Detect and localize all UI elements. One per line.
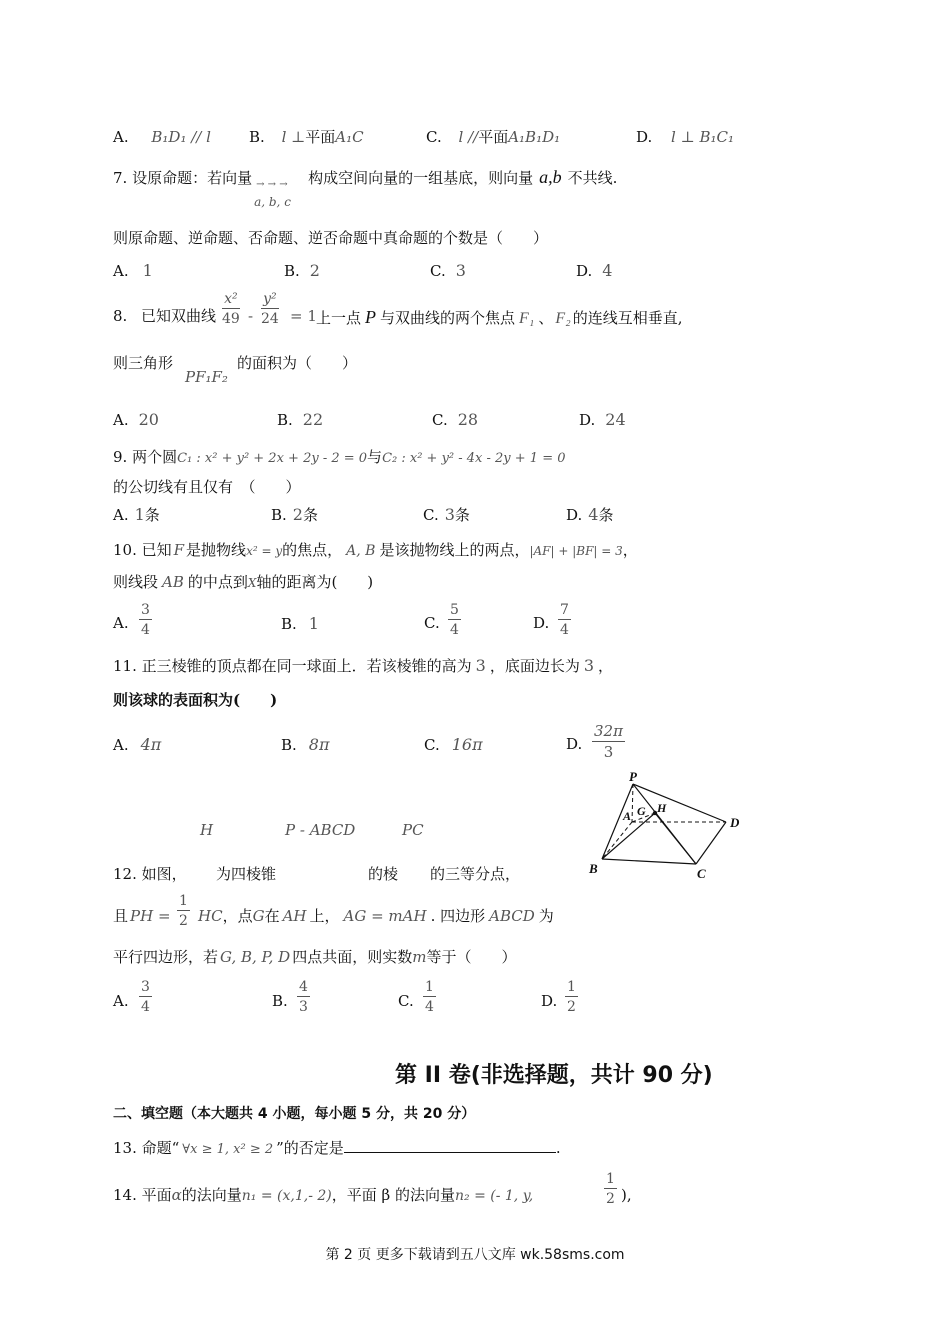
math-expr: A, B [346, 543, 376, 559]
option-label: D. [566, 506, 583, 524]
page-footer: 第 2 页 更多下载请到五八文库 wk.58sms.com [325, 1247, 625, 1263]
math-expr: B₁D₁ // l [151, 128, 211, 146]
q11-line2: 则该球的表面积为( ) [113, 691, 278, 709]
option-value: 16π [451, 735, 483, 754]
math-expr: 3 [475, 656, 486, 675]
option-label: D. [579, 411, 596, 429]
label-d: D [730, 815, 740, 830]
q12-option-d-fraction [565, 980, 578, 1014]
text: 是该抛物线上的两点， [379, 541, 530, 559]
denominator: 4 [448, 619, 461, 637]
q8-triangle: PF₁F₂ [185, 368, 228, 386]
option-value: 1 [308, 614, 319, 633]
math-expr: F [173, 541, 185, 559]
math-expr: x² = y [246, 544, 283, 558]
q8-fraction-1 [222, 292, 240, 326]
math-expr: a, b, c [254, 195, 291, 209]
math-expr: α [171, 1186, 182, 1204]
q10-option-b [281, 614, 319, 633]
q10-option-d-fraction [558, 603, 571, 637]
answer-blank[interactable] [344, 1138, 556, 1153]
q10-option-a-fraction [139, 603, 152, 637]
text: 轴的距离为( ) [256, 573, 374, 591]
q7-option-a [113, 261, 153, 280]
numerator: 5 [450, 602, 459, 618]
numerator: y² [263, 291, 277, 307]
q12-option-c-fraction [423, 980, 436, 1014]
q12-math-h: H [200, 821, 214, 839]
numerator: 3 [141, 602, 150, 618]
option-value: 1 [134, 505, 145, 524]
math-expr: 3 [583, 656, 595, 675]
q9-option-b [271, 505, 318, 524]
q11-line1 [113, 656, 613, 675]
q6-option-a [113, 128, 211, 146]
q12-option-b-fraction [297, 980, 310, 1014]
option-label: A. [113, 262, 129, 280]
edge-pa [632, 784, 633, 822]
denominator: 4 [139, 619, 152, 637]
option-label: B. [271, 506, 287, 524]
text: 13. 命题“ [113, 1139, 180, 1157]
q12-half-fraction [177, 894, 190, 928]
q7-line1 [113, 167, 618, 209]
option-label: B. [284, 262, 300, 280]
text: ，底面边长为 [489, 657, 580, 675]
text: 的法向量 [181, 1186, 242, 1204]
math-expr: a,b [539, 167, 562, 187]
q12-line1-a: 12. 如图， [113, 865, 187, 883]
text: ”的否定是 [276, 1139, 344, 1157]
option-value: 4π [140, 735, 162, 754]
text: 平行四边形，若 [113, 948, 219, 966]
math-expr: A₁C [335, 128, 364, 146]
q8-line2-b: 的面积为（ ） [237, 354, 358, 372]
denominator: 3 [592, 741, 625, 760]
text: . 四边形 [430, 907, 486, 925]
q14-close: ), [621, 1186, 632, 1204]
q9-option-c [423, 505, 470, 524]
option-value: 4 [588, 505, 599, 524]
text: ， [622, 541, 638, 559]
math-expr: AG = mAH [343, 907, 427, 925]
math-expr: F₁ [519, 310, 535, 327]
unit: 条 [598, 506, 614, 524]
q6-option-b [249, 128, 364, 146]
text: . [555, 1139, 561, 1157]
q12-option-a-fraction [139, 980, 152, 1014]
q10-line1 [113, 541, 638, 560]
text: 10. 已知 [113, 541, 172, 559]
pyramid-figure [585, 770, 755, 885]
denominator: 49 [222, 308, 240, 326]
math-expr: X [247, 576, 257, 590]
denominator: 2 [177, 910, 190, 928]
option-label: C. [426, 128, 442, 146]
text: 在 [264, 907, 280, 925]
math-expr: l ⊥ B₁C₁ [671, 128, 735, 146]
q7-option-b [284, 261, 320, 280]
q12-option-b-label: B. [272, 992, 288, 1010]
q11-option-d-label: D. [566, 735, 583, 753]
q8-number: 8. [113, 307, 128, 325]
text: 7. 设原命题：若向量 [113, 169, 253, 187]
q11-option-d-fraction [592, 724, 625, 760]
math-expr: AH [282, 907, 307, 925]
text: 的焦点， [282, 541, 343, 559]
q11-option-b [281, 735, 330, 754]
option-value: 8π [308, 735, 330, 754]
q8-option-b [277, 410, 323, 429]
q11-option-c [424, 735, 483, 754]
math-expr: F₂ [555, 310, 571, 327]
math-expr: P [365, 307, 377, 327]
option-label: A. [113, 128, 129, 146]
text: 为 [538, 907, 554, 925]
q12-option-c-label: C. [398, 992, 414, 1010]
q12-math-pc: PC [402, 821, 424, 839]
math-expr: G [252, 907, 265, 925]
math-expr: n₁ = (x,1,- 2) [241, 1188, 332, 1204]
denominator: 4 [558, 619, 571, 637]
text: ，平面 β 的法向量 [331, 1186, 455, 1204]
denominator: 4 [139, 996, 152, 1014]
unit: 条 [302, 506, 318, 524]
label-a: A [623, 809, 632, 823]
option-value: 1 [142, 261, 153, 280]
math-expr: n₂ = (- 1, y, [454, 1188, 534, 1204]
q13-line [113, 1138, 561, 1158]
math-expr: C₁ : x² + y² + 2x + 2y - 2 = 0 [177, 451, 368, 466]
text: 11. 正三棱锥的顶点都在同一球面上．若该棱锥的高为 [113, 657, 472, 675]
text: 9. 两个圆 [113, 448, 178, 466]
numerator: 1 [606, 1171, 615, 1187]
option-label: A. [113, 411, 129, 429]
unit: 条 [454, 506, 470, 524]
q8-line1-rest [316, 307, 683, 329]
option-label: B. [249, 128, 265, 146]
edge-ab [602, 822, 632, 859]
option-label: C. [430, 262, 446, 280]
text: 的中点到 [187, 573, 248, 591]
option-value: 3 [444, 505, 455, 524]
text: 与双曲线的两个焦点 [380, 309, 516, 327]
edge-bc [602, 859, 696, 864]
q12-line2-rest [198, 907, 554, 925]
option-value: 2 [292, 505, 303, 524]
q11-option-a [113, 735, 161, 754]
numerator: 1 [567, 979, 576, 995]
text: 与 [367, 448, 383, 466]
denominator: 4 [423, 996, 436, 1014]
q14-line [113, 1186, 533, 1205]
q12-math-pyramid: P - ABCD [285, 821, 356, 839]
q9-option-a [113, 505, 160, 524]
q8-text-a: 已知双曲线 [141, 307, 217, 325]
option-value: 24 [605, 410, 626, 429]
q9-option-d [566, 505, 613, 524]
q8-option-a [113, 410, 159, 429]
math-expr: HC [198, 907, 223, 925]
text: 则线段 [113, 573, 159, 591]
denominator: 2 [565, 996, 578, 1014]
label-c: C [697, 866, 706, 881]
math-expr: A₁B₁D₁ [508, 128, 561, 146]
math-expr: ∀x ≥ 1, x² ≥ 2 [182, 1142, 274, 1157]
option-value: 3 [455, 261, 466, 280]
q10-option-c-label: C. [424, 614, 440, 632]
text: 等于（ ） [426, 948, 517, 966]
option-value: 20 [138, 410, 159, 429]
numerator: 32π [594, 722, 623, 740]
math-expr: |AF| + |BF| = 3 [529, 544, 623, 558]
label-h: H [657, 801, 667, 815]
text: 、 [538, 309, 554, 327]
q9-line2: 的公切线有且仅有 （ ） [113, 478, 301, 496]
label-p: P [629, 770, 637, 784]
q6-option-d [636, 128, 734, 146]
option-label: D. [636, 128, 653, 146]
q8-fraction-2 [261, 292, 279, 326]
option-label: A. [113, 506, 129, 524]
text: 构成空间向量的一组基底，则向量 [308, 169, 534, 187]
numerator: 1 [425, 979, 434, 995]
option-label: B. [281, 736, 297, 754]
text: 14. 平面 [113, 1186, 172, 1204]
unit: 条 [144, 506, 160, 524]
q12-math-ph: PH [130, 907, 154, 925]
text: ， [598, 657, 614, 675]
option-label: C. [432, 411, 448, 429]
q8-option-c [432, 410, 478, 429]
text: 不共线. [567, 169, 618, 187]
q10-line2 [113, 573, 373, 591]
denominator: 2 [604, 1188, 617, 1206]
q6-option-c [426, 128, 560, 146]
text: 四点共面，则实数 [292, 948, 413, 966]
math-expr: l // [458, 128, 479, 146]
math-expr: l ⊥ [281, 128, 306, 146]
vector-arrows: → → → [256, 179, 288, 190]
edge-cd [696, 822, 726, 864]
q8-option-d [579, 410, 626, 429]
q7-option-c [430, 261, 466, 280]
numerator: 3 [141, 979, 150, 995]
q10-option-a-label: A. [113, 614, 129, 632]
edge-hc [655, 813, 696, 864]
denominator: 3 [297, 996, 310, 1014]
math-expr: AB [162, 573, 184, 591]
q9-line1 [113, 448, 566, 467]
text: 上， [309, 907, 340, 925]
q12-option-a-label: A. [113, 992, 129, 1010]
q12-line1-d: 的三等分点， [430, 865, 521, 883]
option-value: 4 [602, 261, 613, 280]
label-g: G [637, 804, 646, 818]
option-label: A. [113, 736, 129, 754]
numerator: 4 [299, 979, 308, 995]
q12-line2-a: 且 [113, 907, 129, 925]
text: 是抛物线 [186, 541, 247, 559]
option-label: C. [424, 736, 440, 754]
text: 平面 [305, 128, 336, 146]
option-value: 2 [309, 261, 320, 280]
text: 的连线互相垂直, [572, 309, 683, 327]
option-label: D. [576, 262, 593, 280]
math-expr: ABCD [489, 907, 535, 925]
option-value: 28 [457, 410, 479, 429]
denominator: 24 [261, 308, 279, 326]
math-expr: m [412, 948, 427, 966]
q8-line2-a: 则三角形 [113, 354, 174, 372]
q12-line1-c: 的棱 [368, 865, 399, 883]
part2-title: 第 II 卷(非选择题，共计 90 分) [395, 1063, 713, 1088]
math-expr: G, B, P, D [220, 948, 291, 966]
q12-eq: = [158, 907, 171, 925]
option-value: 22 [302, 410, 324, 429]
numerator: 1 [179, 893, 188, 909]
q7-line2: 则原命题、逆命题、否命题、逆否命题中真命题的个数是（ ） [113, 229, 549, 247]
text: 上一点 [316, 309, 362, 327]
q12-line1-b: 为四棱锥 [216, 865, 277, 883]
q14-half-fraction [604, 1172, 617, 1206]
numerator: 7 [560, 602, 569, 618]
option-label: C. [423, 506, 439, 524]
option-label: B. [281, 615, 297, 633]
math-expr: C₂ : x² + y² - 4x - 2y + 1 = 0 [382, 451, 566, 466]
q10-option-d-label: D. [533, 614, 550, 632]
q8-equals: = 1 [290, 307, 317, 325]
numerator: x² [224, 291, 238, 307]
option-label: B. [277, 411, 293, 429]
text: 平面 [478, 128, 509, 146]
text: ，点 [222, 907, 253, 925]
q7-option-d [576, 261, 612, 280]
q8-minus: - [248, 307, 254, 325]
q12-line3 [113, 948, 516, 966]
label-b: B [589, 861, 598, 876]
q12-option-d-label: D. [541, 992, 558, 1010]
q10-option-c-fraction [448, 603, 461, 637]
section-heading: 二、填空题（本大题共 4 小题，每小题 5 分，共 20 分） [113, 1106, 476, 1122]
